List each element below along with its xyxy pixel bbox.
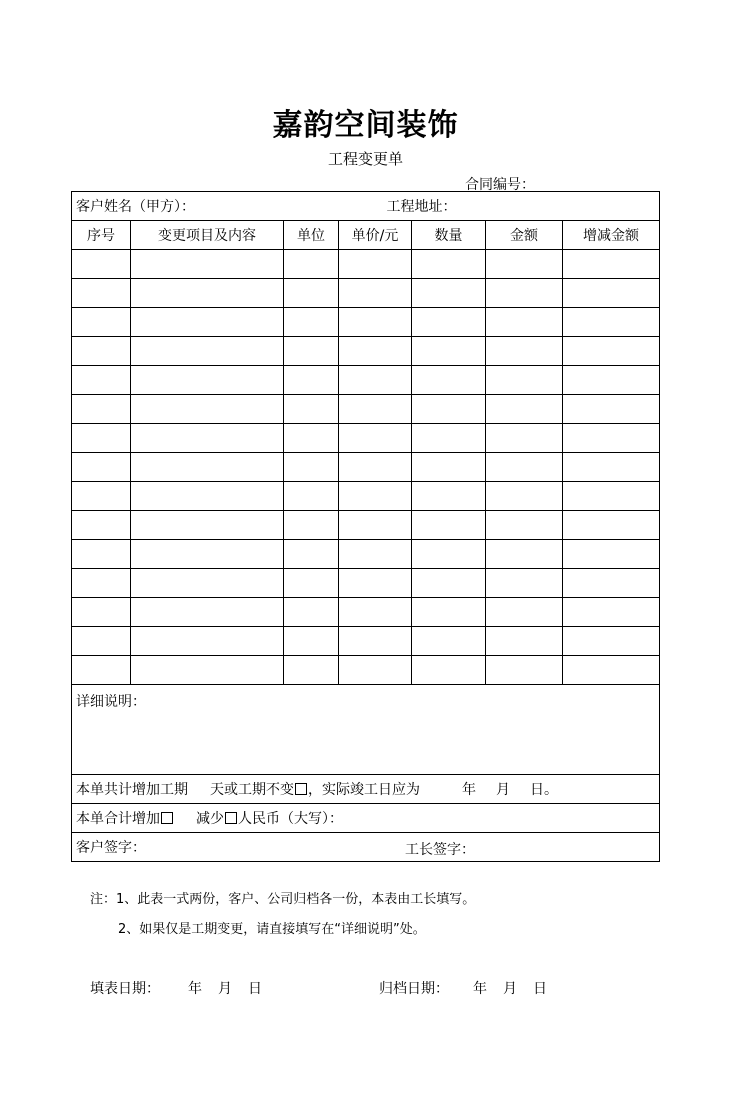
- table-cell[interactable]: [339, 598, 412, 627]
- period-text-1: 本单共计增加工期: [76, 782, 188, 798]
- table-cell[interactable]: [284, 308, 339, 337]
- details-label: 详细说明：: [76, 694, 146, 710]
- table-cell[interactable]: [486, 569, 563, 598]
- table-cell[interactable]: [486, 627, 563, 656]
- table-cell[interactable]: [563, 656, 660, 685]
- period-text-2: 天或工期不变: [210, 782, 294, 798]
- table-cell[interactable]: [339, 540, 412, 569]
- client-signature-label: 客户签字：: [76, 840, 146, 856]
- table-cell[interactable]: [486, 424, 563, 453]
- table-cell[interactable]: [131, 279, 284, 308]
- table-cell[interactable]: [486, 395, 563, 424]
- table-cell[interactable]: [563, 453, 660, 482]
- table-cell[interactable]: [72, 337, 131, 366]
- table-cell[interactable]: [131, 569, 284, 598]
- project-address-label: 工程地址：: [386, 199, 457, 215]
- table-cell[interactable]: [339, 395, 412, 424]
- fill-date-day: 日: [248, 981, 262, 997]
- column-header: 单价/元: [339, 221, 412, 250]
- table-row: [72, 308, 660, 337]
- table-cell[interactable]: [131, 656, 284, 685]
- table-cell[interactable]: [284, 511, 339, 540]
- table-cell[interactable]: [131, 250, 284, 279]
- table-cell[interactable]: [339, 366, 412, 395]
- table-cell[interactable]: [486, 598, 563, 627]
- decrease-checkbox[interactable]: [225, 812, 237, 824]
- table-cell[interactable]: [563, 395, 660, 424]
- details-cell[interactable]: [72, 685, 660, 775]
- table-cell[interactable]: [339, 308, 412, 337]
- table-cell[interactable]: [563, 366, 660, 395]
- client-info-row: [72, 192, 660, 221]
- table-cell[interactable]: [284, 540, 339, 569]
- table-cell[interactable]: [486, 656, 563, 685]
- table-cell[interactable]: [563, 540, 660, 569]
- table-cell[interactable]: [131, 366, 284, 395]
- column-header: 数量: [412, 221, 486, 250]
- form-title: 工程变更单: [327, 150, 403, 168]
- table-cell[interactable]: [339, 337, 412, 366]
- table-cell[interactable]: [339, 627, 412, 656]
- archive-date-month: 月: [503, 981, 517, 997]
- table-cell[interactable]: [563, 569, 660, 598]
- table-cell[interactable]: [131, 598, 284, 627]
- table-row: [72, 656, 660, 685]
- table-cell[interactable]: [284, 656, 339, 685]
- table-cell[interactable]: [486, 279, 563, 308]
- table-cell[interactable]: [563, 598, 660, 627]
- table-cell[interactable]: [563, 308, 660, 337]
- table-cell[interactable]: [412, 569, 486, 598]
- table-cell[interactable]: [284, 627, 339, 656]
- table-cell[interactable]: [72, 250, 131, 279]
- table-cell[interactable]: [284, 569, 339, 598]
- amount-text-2: 减少: [196, 811, 224, 827]
- table-row: [72, 250, 660, 279]
- table-cell[interactable]: [412, 511, 486, 540]
- table-cell[interactable]: [486, 250, 563, 279]
- table-cell[interactable]: [339, 569, 412, 598]
- fill-date-label: 填表日期：: [90, 981, 160, 997]
- company-title: 嘉韵空间装饰: [272, 108, 459, 143]
- fill-date-year: 年: [188, 981, 202, 997]
- details-row: [72, 685, 660, 775]
- change-order-table: [71, 191, 660, 862]
- table-row: [72, 598, 660, 627]
- table-cell[interactable]: [563, 279, 660, 308]
- table-cell[interactable]: [72, 453, 131, 482]
- table-cell[interactable]: [131, 395, 284, 424]
- table-cell[interactable]: [131, 627, 284, 656]
- table-cell[interactable]: [284, 366, 339, 395]
- amount-cell[interactable]: [72, 804, 660, 833]
- period-year: 年: [462, 782, 476, 798]
- table-cell[interactable]: [412, 337, 486, 366]
- archive-date: [379, 978, 547, 998]
- signature-cell[interactable]: [72, 833, 660, 862]
- table-row: [72, 337, 660, 366]
- table-cell[interactable]: [412, 424, 486, 453]
- archive-date-year: 年: [473, 981, 487, 997]
- table-cell[interactable]: [131, 424, 284, 453]
- table-cell[interactable]: [486, 482, 563, 511]
- table-cell[interactable]: [412, 482, 486, 511]
- table-cell[interactable]: [412, 279, 486, 308]
- fill-date: [90, 978, 262, 998]
- table-cell[interactable]: [339, 656, 412, 685]
- table-cell[interactable]: [339, 250, 412, 279]
- table-cell[interactable]: [131, 511, 284, 540]
- table-row: [72, 395, 660, 424]
- amount-text-1: 本单合计增加: [76, 811, 160, 827]
- table-cell[interactable]: [284, 482, 339, 511]
- table-row: [72, 569, 660, 598]
- signature-row: [72, 833, 660, 862]
- note-1: 注：1、此表一式两份，客户、公司归档各一份，本表由工长填写。: [90, 892, 476, 907]
- column-header: 增减金额: [563, 221, 660, 250]
- table-cell[interactable]: [72, 482, 131, 511]
- table-cell[interactable]: [412, 250, 486, 279]
- table-cell[interactable]: [486, 453, 563, 482]
- contract-number-label: 合同编号：: [465, 177, 535, 193]
- table-cell[interactable]: [72, 656, 131, 685]
- client-name-label: 客户姓名（甲方）：: [76, 199, 195, 215]
- unchanged-checkbox[interactable]: [295, 783, 307, 795]
- table-cell[interactable]: [284, 279, 339, 308]
- table-cell[interactable]: [563, 250, 660, 279]
- table-cell[interactable]: [284, 598, 339, 627]
- table-cell[interactable]: [412, 656, 486, 685]
- fill-date-month: 月: [218, 981, 232, 997]
- table-cell[interactable]: [339, 511, 412, 540]
- table-cell[interactable]: [486, 540, 563, 569]
- table-cell[interactable]: [412, 395, 486, 424]
- period-text-3: ，实际竣工日应为: [308, 782, 420, 798]
- table-cell[interactable]: [72, 424, 131, 453]
- table-cell[interactable]: [412, 627, 486, 656]
- table-cell[interactable]: [72, 395, 131, 424]
- table-row: [72, 424, 660, 453]
- foreman-signature-label: 工长签字：: [405, 842, 475, 858]
- table-cell[interactable]: [412, 453, 486, 482]
- column-header: 序号: [72, 221, 131, 250]
- table-cell[interactable]: [563, 511, 660, 540]
- table-row: [72, 540, 660, 569]
- table-cell[interactable]: [486, 308, 563, 337]
- table-cell[interactable]: [339, 279, 412, 308]
- table-cell[interactable]: [486, 511, 563, 540]
- table-cell[interactable]: [284, 395, 339, 424]
- table-cell[interactable]: [131, 482, 284, 511]
- table-cell[interactable]: [131, 453, 284, 482]
- table-cell[interactable]: [131, 308, 284, 337]
- table-cell[interactable]: [284, 337, 339, 366]
- table-cell[interactable]: [486, 337, 563, 366]
- note-2: 2、如果仅是工期变更，请直接填写在“详细说明”处。: [118, 922, 426, 937]
- table-cell[interactable]: [72, 540, 131, 569]
- table-cell[interactable]: [72, 308, 131, 337]
- table-cell[interactable]: [412, 308, 486, 337]
- table-row: [72, 279, 660, 308]
- table-cell[interactable]: [72, 279, 131, 308]
- table-cell[interactable]: [412, 366, 486, 395]
- amount-text-3: 人民币（大写）：: [238, 811, 343, 827]
- table-cell[interactable]: [72, 511, 131, 540]
- table-cell[interactable]: [563, 627, 660, 656]
- table-cell[interactable]: [339, 482, 412, 511]
- table-row: [72, 627, 660, 656]
- period-row: [72, 775, 660, 804]
- period-day: 日。: [530, 782, 558, 798]
- period-cell[interactable]: [72, 775, 660, 804]
- table-cell[interactable]: [72, 598, 131, 627]
- table-cell[interactable]: [339, 453, 412, 482]
- table-cell[interactable]: [412, 598, 486, 627]
- table-cell[interactable]: [284, 453, 339, 482]
- table-cell[interactable]: [563, 424, 660, 453]
- table-cell[interactable]: [131, 540, 284, 569]
- column-header: 金额: [486, 221, 563, 250]
- table-header-row: [72, 221, 660, 250]
- increase-checkbox[interactable]: [161, 812, 173, 824]
- period-month: 月: [496, 782, 510, 798]
- table-cell[interactable]: [72, 569, 131, 598]
- table-cell[interactable]: [131, 337, 284, 366]
- table-cell[interactable]: [563, 482, 660, 511]
- table-cell[interactable]: [72, 627, 131, 656]
- archive-date-label: 归档日期：: [379, 981, 449, 997]
- column-header: 单位: [284, 221, 339, 250]
- table-cell[interactable]: [563, 337, 660, 366]
- table-cell[interactable]: [72, 366, 131, 395]
- table-cell[interactable]: [339, 424, 412, 453]
- table-cell[interactable]: [412, 540, 486, 569]
- table-row: [72, 511, 660, 540]
- column-header: 变更项目及内容: [131, 221, 284, 250]
- archive-date-day: 日: [533, 981, 547, 997]
- table-cell[interactable]: [486, 366, 563, 395]
- table-row: [72, 482, 660, 511]
- amount-row: [72, 804, 660, 833]
- client-info-cell[interactable]: [72, 192, 660, 221]
- table-cell[interactable]: [284, 250, 339, 279]
- table-row: [72, 453, 660, 482]
- table-cell[interactable]: [284, 424, 339, 453]
- table-row: [72, 366, 660, 395]
